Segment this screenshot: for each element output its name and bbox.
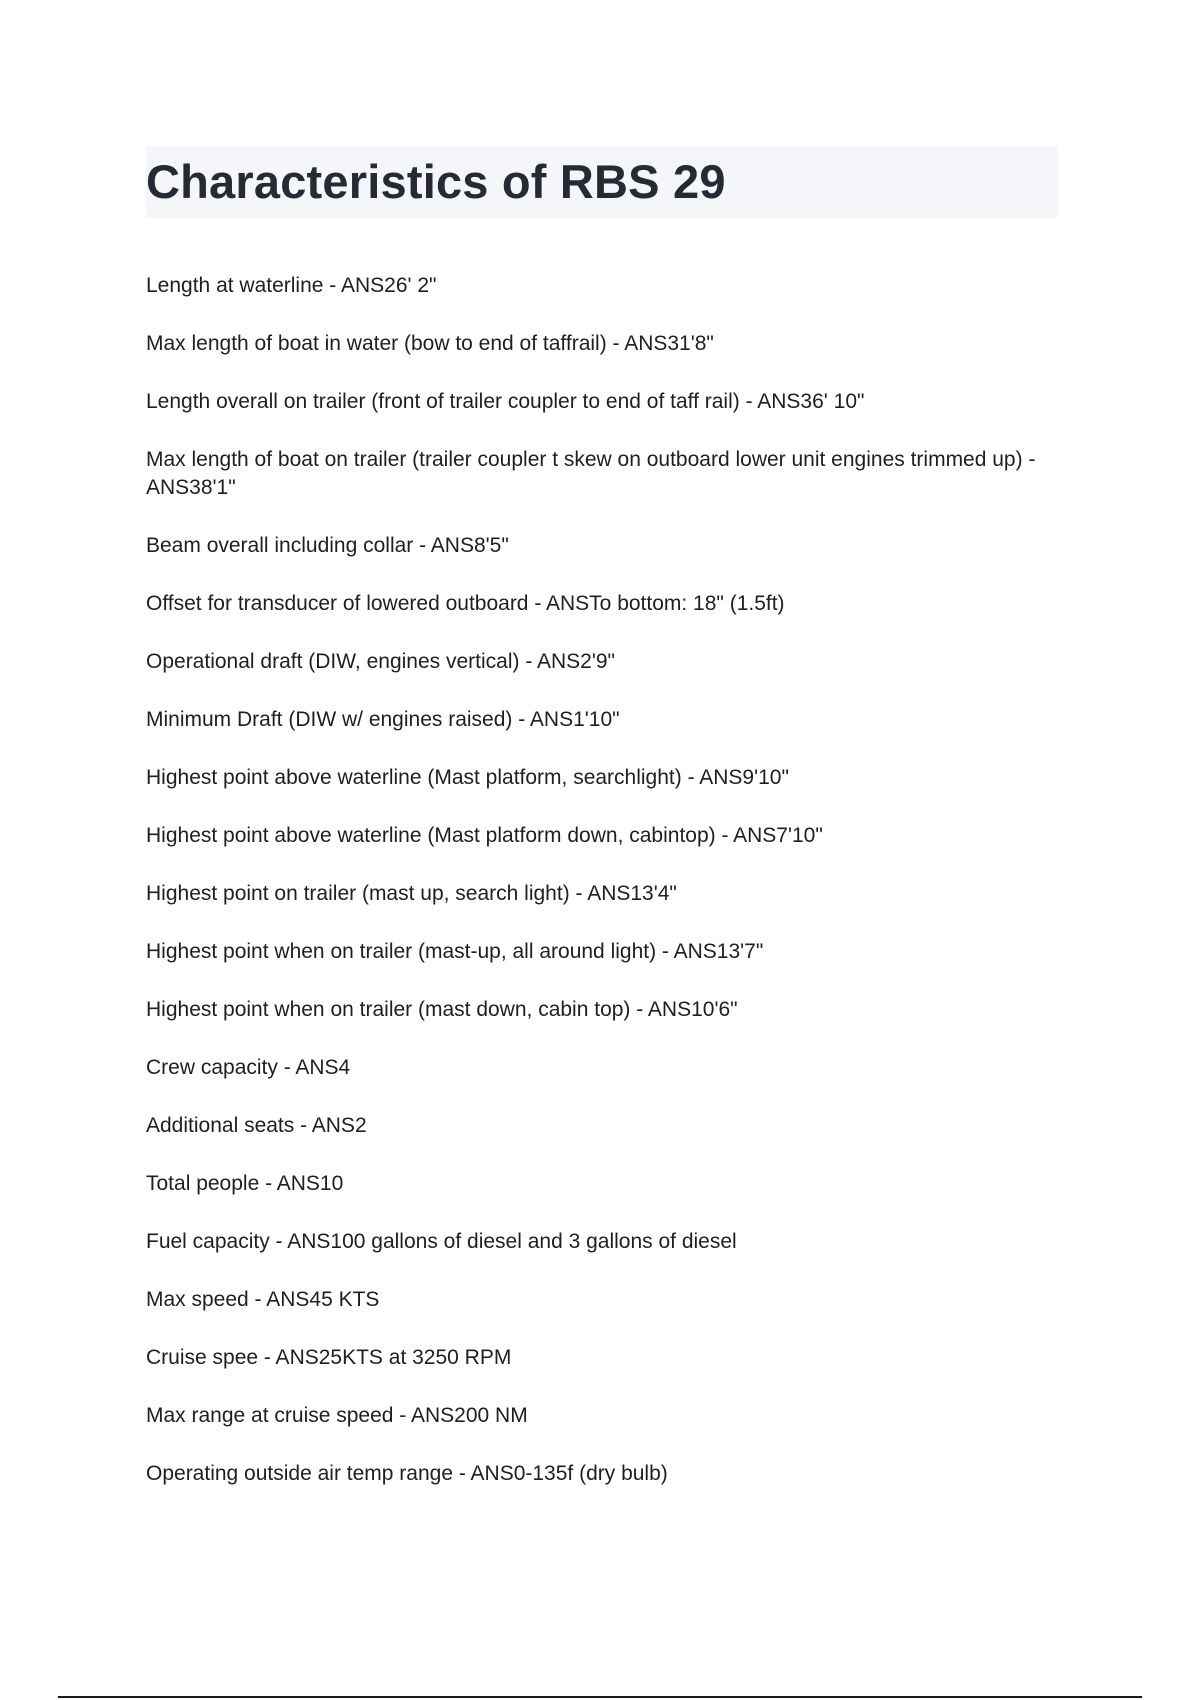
list-item: Additional seats - ANS2 bbox=[146, 1114, 367, 1137]
list-item: Max range at cruise speed - ANS200 NM bbox=[146, 1404, 528, 1427]
page-title: Characteristics of RBS 29 bbox=[146, 155, 726, 208]
title-banner bbox=[146, 146, 1058, 218]
list-item: Minimum Draft (DIW w/ engines raised) - ANS1'10" bbox=[146, 708, 620, 731]
characteristics-list bbox=[146, 272, 1046, 1518]
list-item: Cruise spee - ANS25KTS at 3250 RPM bbox=[146, 1346, 512, 1369]
list-item: Operational draft (DIW, engines vertical) - ANS2'9" bbox=[146, 650, 615, 673]
list-item: Highest point above waterline (Mast platform down, cabintop) - ANS7'10" bbox=[146, 824, 823, 847]
list-item: Max length of boat in water (bow to end of taffrail) - ANS31'8" bbox=[146, 332, 714, 355]
list-item: Highest point when on trailer (mast down, cabin top) - ANS10'6" bbox=[146, 998, 738, 1021]
list-item: Highest point on trailer (mast up, search light) - ANS13'4" bbox=[146, 882, 677, 905]
footer-divider bbox=[58, 1696, 1142, 1698]
list-item: Length overall on trailer (front of trailer coupler to end of taff rail) - ANS36' 10" bbox=[146, 390, 865, 413]
list-item: Length at waterline - ANS26' 2" bbox=[146, 274, 437, 297]
list-item: Highest point above waterline (Mast platform, searchlight) - ANS9'10" bbox=[146, 766, 789, 789]
list-item: Fuel capacity - ANS100 gallons of diesel and 3 gallons of diesel bbox=[146, 1230, 737, 1253]
list-item: Offset for transducer of lowered outboard - ANSTo bottom: 18" (1.5ft) bbox=[146, 592, 785, 615]
list-item: Operating outside air temp range - ANS0-135f (dry bulb) bbox=[146, 1462, 668, 1485]
list-item: Max length of boat on trailer (trailer coupler t skew on outboard lower unit engines trimmed up) - ANS38'1" bbox=[146, 448, 1036, 499]
list-item: Max speed - ANS45 KTS bbox=[146, 1288, 380, 1311]
list-item: Beam overall including collar - ANS8'5" bbox=[146, 534, 509, 557]
list-item: Highest point when on trailer (mast-up, all around light) - ANS13'7" bbox=[146, 940, 764, 963]
list-item: Crew capacity - ANS4 bbox=[146, 1056, 351, 1079]
list-item: Total people - ANS10 bbox=[146, 1172, 344, 1195]
